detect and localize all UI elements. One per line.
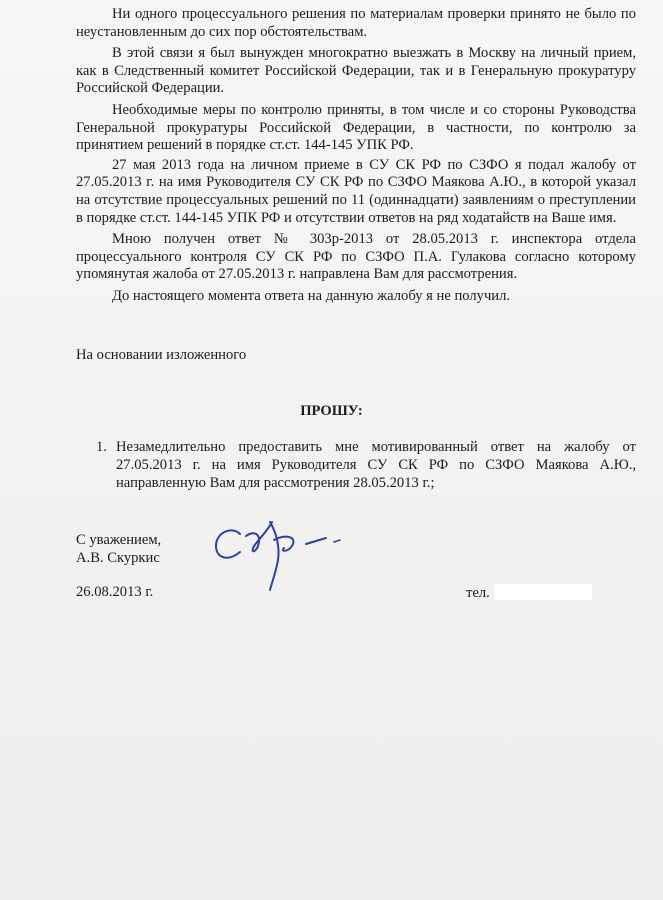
document-body (76, 6, 636, 306)
request-item-text: Незамедлительно предоставить мне мотивированный ответ на жалобу от 27.05.2013 г. на имя Руководителя СУ СК РФ по СЗФО Маякова А.Ю., направленную Вам для рассмотрения 28.05.2013 г.; (116, 439, 636, 491)
phone-redaction (494, 584, 592, 600)
handwritten-signature (210, 512, 370, 592)
paragraph-1: Ни одного процессуального решения по материалам проверки принято не было по неустановленным до сих пор обстоятельствам. (76, 6, 636, 40)
closing-regards: С уважением, (76, 532, 162, 548)
paragraph-4: 27 мая 2013 года на личном приеме в СУ СК РФ по СЗФО я подал жалобу от 27.05.2013 г. на имя Руководителя СУ СК РФ по СЗФО Маякова А.Ю., в которой указал на отсутствие процессуальных решений по 11 (одиннадцати) заявлениям о преступлении в порядке ст.ст. 144-145 УПК РФ и отсутствии ответов на ряд ходатайств на Ваше имя. (76, 156, 636, 226)
document-date: 26.08.2013 г. (76, 584, 154, 600)
closing-block (76, 531, 161, 567)
phone-line (466, 584, 592, 602)
paragraph-2: В этой связи я был вынужден многократно выезжать в Москву на личный прием, как в Следственный комитет Российской Федерации, так и в Генеральную прокуратуру Российской Федерации. (76, 45, 636, 97)
paragraph-5: Мною получен ответ № 303р-2013 от 28.05.2013 г. инспектора отдела процессуального контроля СУ СК РФ по СЗФО П.А. Гулакова согласно которому упомянутая жалоба от 27.05.2013 г. направлена Вам для рассмотрения. (76, 231, 636, 283)
phone-label: тел. (466, 585, 490, 601)
basis-line: На основании изложенного (76, 347, 247, 363)
paragraph-6: До настоящего момента ответа на данную жалобу я не получил. (112, 287, 511, 304)
request-item-number: 1. (96, 439, 107, 455)
paragraph-3: Необходимые меры по контролю приняты, в том числе и со стороны Руководства Генеральной прокуратуры Российской Федерации, в частности, по контролю за принятием решений в порядке ст.ст. 144-145 УПК РФ. (76, 101, 636, 154)
request-list (96, 438, 636, 492)
signatory-name: А.В. Скуркис (76, 550, 160, 566)
request-title: ПРОШУ: (300, 403, 363, 419)
request-item (96, 438, 636, 492)
